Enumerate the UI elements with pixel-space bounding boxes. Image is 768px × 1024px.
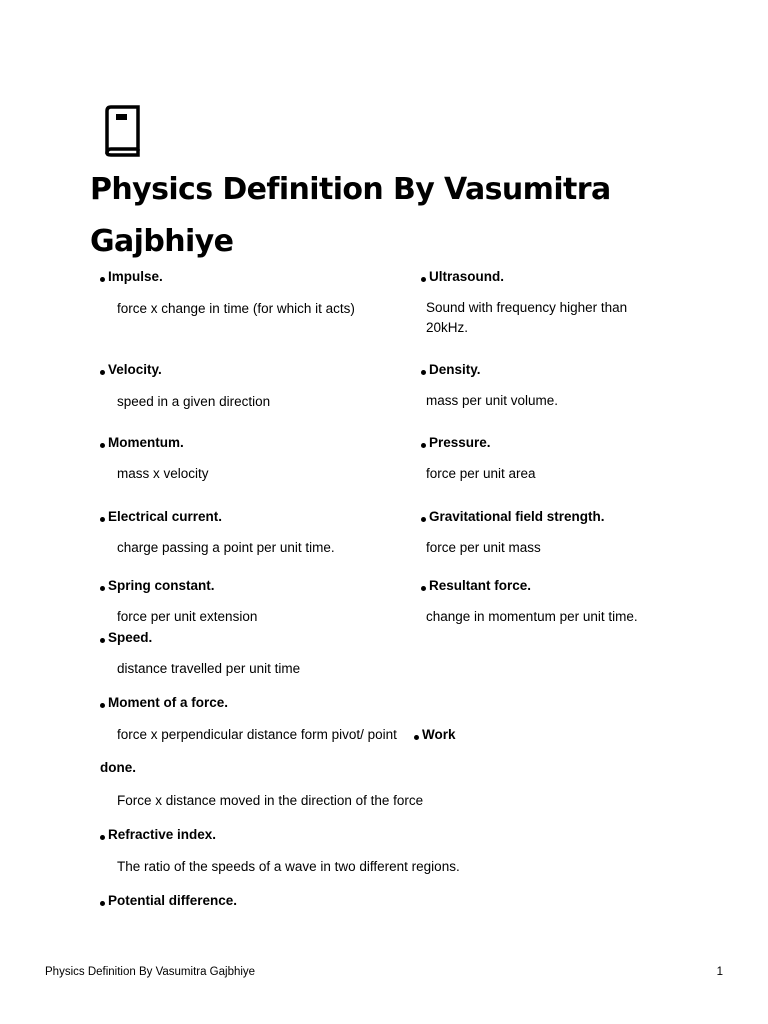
term-label: Ultrasound. — [429, 269, 505, 284]
term-speed — [100, 628, 152, 648]
book-icon — [101, 105, 143, 157]
bullet-icon — [100, 638, 105, 643]
term-work-done-part1 — [414, 725, 456, 745]
term-potential-difference — [100, 891, 237, 911]
bullet-icon — [100, 586, 105, 591]
term-label: Density. — [429, 362, 481, 377]
term-label: Work — [422, 727, 456, 742]
term-momentum — [100, 433, 184, 453]
definition-resultant-force: change in momentum per unit time. — [426, 609, 638, 624]
term-work-done-part2: done. — [100, 760, 136, 775]
definition-speed: distance travelled per unit time — [117, 661, 301, 676]
bullet-icon — [421, 277, 426, 282]
definition-refractive-index: The ratio of the speeds of a wave in two different regions. — [117, 859, 460, 874]
bullet-icon — [421, 443, 426, 448]
bullet-icon — [100, 703, 105, 708]
definition-impulse: force x change in time (for which it acts) — [117, 301, 355, 316]
term-density — [421, 360, 481, 380]
term-refractive-index — [100, 825, 216, 845]
term-label: Electrical current. — [108, 509, 223, 524]
term-resultant-force — [421, 576, 531, 596]
definition-ultrasound: Sound with frequency higher than 20kHz. — [426, 300, 628, 335]
term-gravitational-field-strength — [421, 507, 605, 527]
bullet-icon — [414, 735, 419, 740]
definition-density: mass per unit volume. — [426, 393, 559, 408]
bullet-icon — [100, 370, 105, 375]
term-impulse — [100, 267, 163, 287]
term-spring-constant — [100, 576, 215, 596]
bullet-icon — [421, 586, 426, 591]
term-label: Gravitational field strength. — [429, 509, 605, 524]
term-pressure — [421, 433, 491, 453]
bullet-icon — [100, 277, 105, 282]
bullet-icon — [100, 901, 105, 906]
definition-pressure: force per unit area — [426, 466, 536, 481]
term-label: Pressure. — [429, 435, 491, 450]
bullet-icon — [421, 370, 426, 375]
bullet-icon — [100, 517, 105, 522]
term-label: Impulse. — [108, 269, 163, 284]
term-label: Momentum. — [108, 435, 184, 450]
definition-moment-of-a-force: force x perpendicular distance form pivot/ point — [117, 727, 397, 742]
definition-work-done: Force x distance moved in the direction of the force — [117, 793, 424, 808]
page-title: Physics Definition By Vasumitra Gajbhiye — [90, 172, 611, 259]
definition-gravitational-field-strength: force per unit mass — [426, 540, 541, 555]
definition-velocity: speed in a given direction — [117, 394, 271, 409]
bullet-icon — [421, 517, 426, 522]
bullet-icon — [100, 835, 105, 840]
term-ultrasound — [421, 267, 504, 287]
page-number: 1 — [716, 966, 723, 978]
term-label: Velocity. — [108, 362, 162, 377]
bullet-icon — [100, 443, 105, 448]
term-label: Refractive index. — [108, 827, 217, 842]
footer-title: Physics Definition By Vasumitra Gajbhiye — [45, 966, 256, 978]
term-label: Speed. — [108, 630, 153, 645]
definition-spring-constant: force per unit extension — [117, 609, 258, 624]
definition-electrical-current: charge passing a point per unit time. — [117, 540, 335, 555]
term-label: Resultant force. — [429, 578, 532, 593]
term-moment-of-a-force — [100, 693, 228, 713]
term-label: Moment of a force. — [108, 695, 229, 710]
term-electrical-current — [100, 507, 222, 527]
term-label: Potential difference. — [108, 893, 238, 908]
term-velocity — [100, 360, 162, 380]
definition-momentum: mass x velocity — [117, 466, 209, 481]
term-label: Spring constant. — [108, 578, 215, 593]
